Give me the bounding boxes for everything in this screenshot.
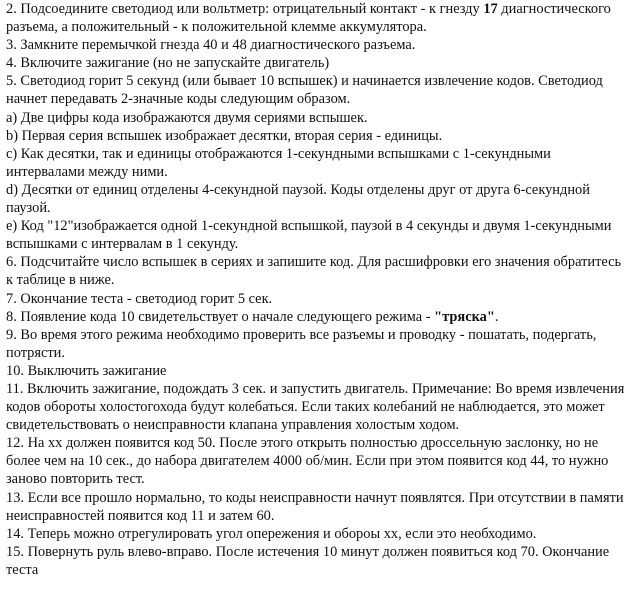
paragraph-step-7	[6, 290, 630, 308]
paragraph-step-2	[6, 0, 630, 36]
paragraph-step-12	[6, 434, 630, 488]
paragraph-sub-b	[6, 127, 630, 145]
document-body	[6, 0, 630, 579]
paragraph-sub-d	[6, 181, 630, 217]
paragraph-text: 14. Теперь можно отрегулировать угол опережения и обороы хх, если это необходимо.	[6, 525, 537, 542]
paragraph-text: c) Как десятки, так и единицы отображаются 1-секундными вспышками с 1-секундными интервалами между ними.	[6, 145, 551, 180]
paragraph-text: 3. Замкните перемычкой гнезда 40 и 48 диагностического разъема.	[6, 37, 416, 54]
paragraph-sub-a	[6, 109, 630, 127]
paragraph-step-6	[6, 253, 630, 289]
paragraph-text: 12. На хх должен появится код 50. После этого открыть полностью дроссельную заслонку, но не более чем на 10 сек., до набора двигателем 4000 об/мин. Если при этом появится код 44, то нужно заново повторить тест.	[6, 435, 609, 488]
paragraph-sub-e	[6, 217, 630, 253]
paragraph-text-tail: .	[494, 308, 499, 325]
paragraph-bold-text: 17	[483, 1, 498, 17]
paragraph-text: 6. Подсчитайте число вспышек в сериях и запишите код. Для расшифровки его значения обратитесь к таблице в ниже.	[6, 254, 622, 289]
paragraph-sub-c	[6, 145, 630, 181]
paragraph-text: 7. Окончание теста - светодиод горит 5 сек.	[6, 290, 273, 307]
paragraph-step-5	[6, 72, 630, 108]
paragraph-step-13	[6, 489, 630, 525]
paragraph-step-15	[6, 543, 630, 579]
paragraph-bold-text: "тряска"	[434, 308, 495, 325]
paragraph-text: 15. Повернуть руль влево-вправо. После истечения 10 минут должен появиться код 70. Окончание теста	[6, 543, 610, 578]
paragraph-text: 8. Появление кода 10 свидетельствует о начале следующего режима -	[6, 308, 435, 325]
paragraph-text: 13. Если все прошло нормально, то коды неисправности начнут появлятся. При отсутствии в памяти неисправностей появится код 11 и затем 60.	[6, 489, 624, 524]
paragraph-text: 10. Выключить зажигание	[6, 362, 167, 379]
paragraph-step-8	[6, 308, 630, 326]
paragraph-text: 2. Подсоедините светодиод или вольтметр: отрицательный контакт - к гнезду	[6, 1, 484, 17]
paragraph-step-3	[6, 36, 630, 54]
paragraph-text: d) Десятки от единиц отделены 4-секундной паузой. Коды отделены друг от друга 6-секундной паузой.	[6, 181, 590, 217]
paragraph-step-11	[6, 380, 630, 434]
paragraph-text: 4. Включите зажигание (но не запускайте двигатель)	[6, 55, 330, 72]
paragraph-text: 5. Светодиод горит 5 секунд (или бывает 10 вспышек) и начинается извлечение кодов. Светодиод начнет передавать 2-значные коды следующим образом.	[6, 73, 603, 108]
paragraph-step-4	[6, 54, 630, 72]
paragraph-text-tail: диагностического разъема, а положительный - к положительной клемме аккумулятора.	[6, 1, 611, 36]
paragraph-text: 9. Во время этого режима необходимо проверить все разъемы и проводку - пошатать, подергать, потрясти.	[6, 326, 597, 361]
paragraph-text: b) Первая серия вспышек изображает десятки, вторая серия - единицы.	[6, 127, 443, 144]
paragraph-text: a) Две цифры кода изображаются двумя сериями вспышек.	[6, 109, 368, 126]
paragraph-step-14	[6, 525, 630, 543]
paragraph-text: 11. Включить зажигание, подождать 3 сек. и запустить двигатель. Примечание: Во время извлечения кодов обороты холостогохода будут колебаться. Если таких колебаний не наблюдается, это может свидетельствовать о неисправности клапана управления холостым ходом.	[6, 380, 625, 434]
paragraph-text: e) Код "12"изображается одной 1-секундной вспышкой, паузой в 4 секунды и двумя 1-секундными вспышками с интервалам в 1 секунду.	[6, 218, 612, 253]
paragraph-step-9	[6, 326, 630, 362]
paragraph-step-10	[6, 362, 630, 380]
